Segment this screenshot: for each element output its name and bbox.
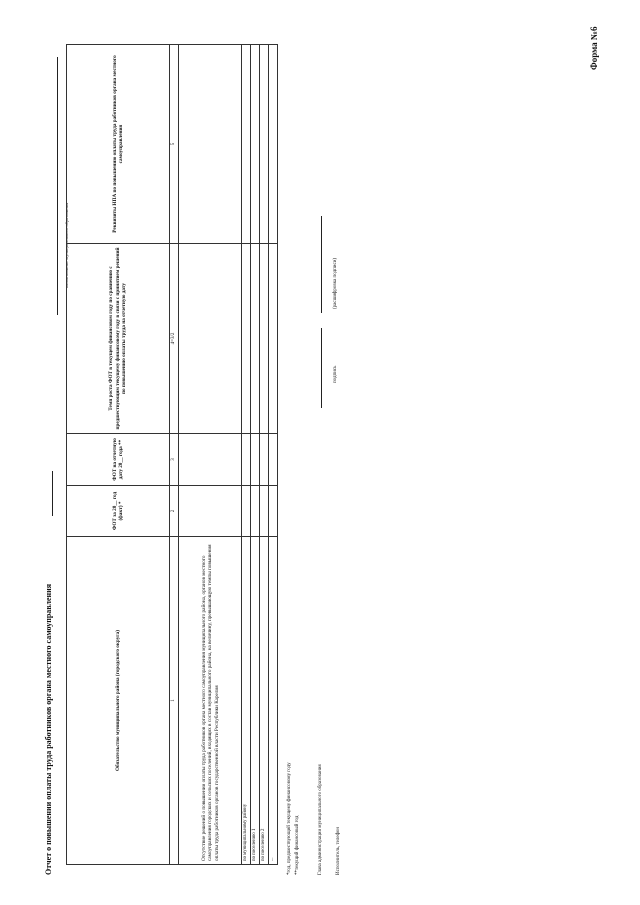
title-underline <box>52 471 53 516</box>
decode-caption: (расшифровка подписи) <box>333 257 338 309</box>
header-obligation: Обязательство муниципального района (городского округа) <box>67 537 170 865</box>
table-row <box>179 45 242 865</box>
head-signature-label: Глава администрации муниципального образования <box>318 764 323 875</box>
column-number: 5 <box>170 45 179 244</box>
table-row <box>251 45 260 865</box>
signature-line <box>321 328 322 408</box>
table-cell <box>179 486 242 537</box>
footnotes <box>286 762 301 875</box>
form-number: Форма №6 <box>589 26 599 70</box>
column-number: 3 <box>170 434 179 486</box>
header-row <box>67 45 170 865</box>
footnote: **текущий финансовый год <box>294 815 300 875</box>
footnote: *год, предшествующий текущему финансовому году <box>287 762 292 875</box>
header-growth-rate: Темп роста ФОТ в текущем финансовом году по сравнению с предшествующим текущему финансовому году в связи с принятием решений по повышению оплаты труда на отчетную дату <box>67 244 170 434</box>
table-row <box>260 45 269 865</box>
sub-row-label: по поселению 2 <box>260 537 269 865</box>
table-row <box>242 45 251 865</box>
municipality-caption: наименование муниципального образования <box>64 202 69 288</box>
column-number: 4=3/2 <box>170 244 179 434</box>
table-row <box>269 45 278 865</box>
header-npa-details: Реквизиты НПА по повышению оплаты труда работников органа местного самоуправления <box>67 45 170 244</box>
column-number: 1 <box>170 537 179 865</box>
table-cell <box>179 244 242 434</box>
column-numbers-row <box>170 45 179 865</box>
table-cell <box>179 45 242 244</box>
obligation-text: Отсутствие решений о повышении оплаты труда работников органа местного самоуправления муниципального района, органов местного самоуправления городских и сельских поселений, входящих в состав муниципального района, на величину, превышающую темпы повышения оплаты труда работников органов государственной власти Республики Карелия <box>179 537 242 865</box>
decode-line <box>321 216 322 313</box>
header-fot-fact: ФОТ за 20__ год (факт) * <box>67 486 170 537</box>
report-title: Отчет о повышении оплаты труда работников органа местного самоуправления <box>44 583 53 875</box>
table-cell <box>179 434 242 486</box>
sub-row-label: по муниципальному району <box>242 537 251 865</box>
report-table <box>66 44 278 865</box>
header-fot-report: ФОТ на отчетную дату 20__ года ** <box>67 434 170 486</box>
sub-row-label: ... <box>269 537 278 865</box>
signature-caption: подпись <box>333 365 338 383</box>
sub-row-label: по поселению 1 <box>251 537 260 865</box>
column-number: 2 <box>170 486 179 537</box>
municipality-line <box>57 57 58 315</box>
executor-label: Исполнитель, телефон <box>336 826 341 875</box>
